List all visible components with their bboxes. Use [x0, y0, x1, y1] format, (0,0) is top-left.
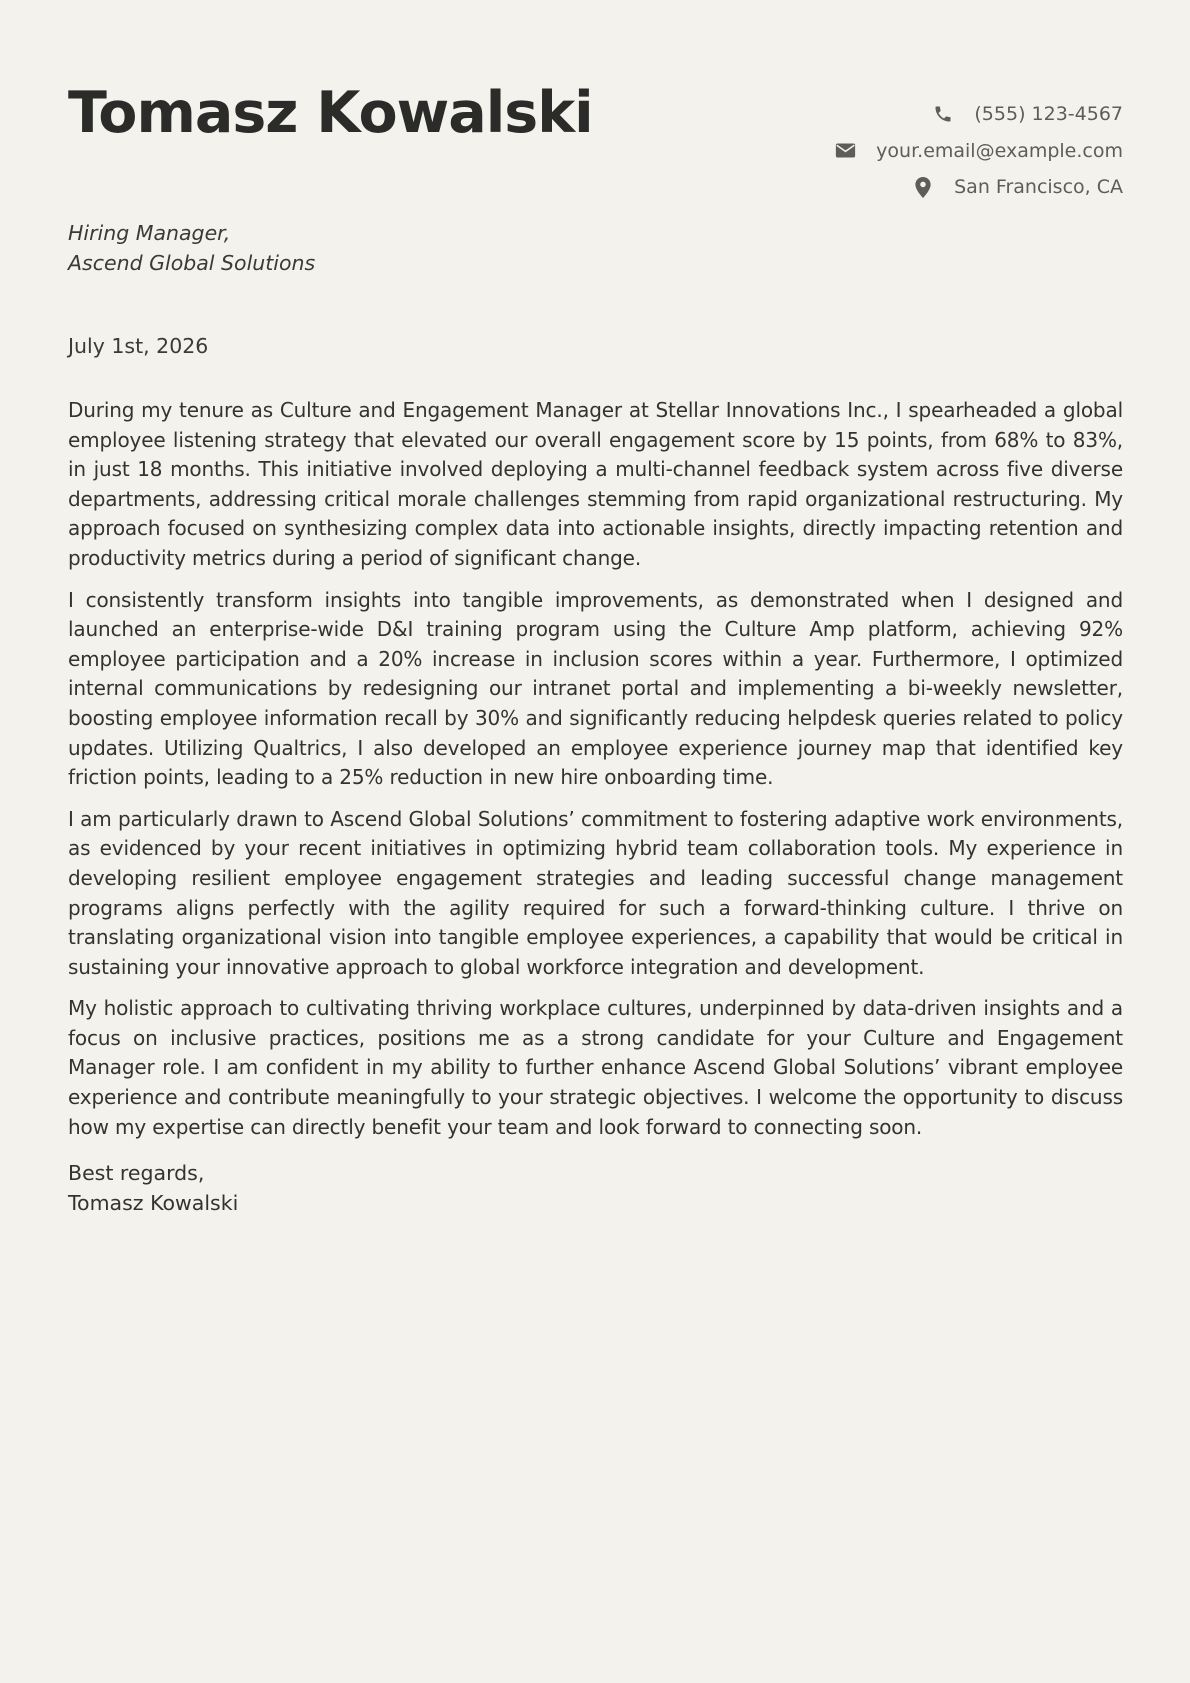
closing-salutation: Best regards,	[68, 1161, 205, 1185]
letter-body	[68, 396, 1123, 1154]
sender-name: Tomasz Kowalski	[68, 80, 593, 146]
email-text[interactable]: your.email@example.com	[876, 139, 1123, 162]
phone-text[interactable]: (555) 123-4567	[974, 103, 1123, 126]
contact-location	[834, 169, 1123, 206]
letter-header	[68, 0, 1123, 200]
recipient-company: Ascend Global Solutions	[68, 251, 316, 275]
contact-info	[834, 96, 1123, 206]
contact-email	[834, 133, 1123, 170]
contact-phone	[834, 96, 1123, 133]
email-icon	[834, 140, 856, 162]
closing-signature: Tomasz Kowalski	[68, 1191, 239, 1215]
letter-closing	[68, 1158, 238, 1218]
location-text: San Francisco, CA	[954, 176, 1123, 199]
body-paragraph-2: I consistently transform insights into tangible improvements, as demonstrated when I designed and launched an enterprise-wide D&I training program using the Culture Amp platform, achieving 92% employee participation and a 20% increase in inclusion scores within a year. Furthermore, I optimized internal communications by redesigning our intranet portal and implementing a bi-weekly newsletter, boosting employee information recall by 30% and significantly reducing helpdesk queries related to policy updates. Utilizing Qualtrics, I also developed an employee experience journey map that identified key friction points, leading to a 25% reduction in new hire onboarding time.	[68, 587, 1123, 790]
body-paragraph-3: I am particularly drawn to Ascend Global Solutions’ commitment to fostering adaptive work environments, as evidenced by your recent initiatives in optimizing hybrid team collaboration tools. My experience in developing resilient employee engagement strategies and leading successful change management programs aligns perfectly with the agility required for such a forward-thinking culture. I thrive on translating organizational vision into tangible employee experiences, a capability that would be critical in sustaining your innovative approach to global workforce integration and development.	[68, 806, 1123, 979]
body-paragraph-4: My holistic approach to cultivating thriving workplace cultures, underpinned by data-driven insights and a focus on inclusive practices, positions me as a strong candidate for your Culture and Engagement Manager role. I am confident in my ability to further enhance Ascend Global Solutions’ vibrant employee experience and contribute meaningfully to your strategic objectives. I welcome the opportunity to discuss how my expertise can directly benefit your team and look forward to connecting soon.	[68, 996, 1123, 1139]
cover-letter-page	[68, 0, 1123, 1683]
letter-date: July 1st, 2026	[68, 334, 209, 358]
phone-icon	[932, 103, 954, 125]
location-icon	[912, 176, 934, 198]
body-paragraph-1: During my tenure as Culture and Engagement Manager at Stellar Innovations Inc., I spearheaded a global employee listening strategy that elevated our overall engagement score by 15 points, from 68% to 83%, in just 18 months. This initiative involved deploying a multi-channel feedback system across five diverse departments, addressing critical morale challenges stemming from rapid organizational restructuring. My approach focused on synthesizing complex data into actionable insights, directly impacting retention and productivity metrics during a period of significant change.	[68, 398, 1123, 570]
recipient-title: Hiring Manager,	[68, 221, 231, 245]
recipient-block	[68, 218, 315, 278]
